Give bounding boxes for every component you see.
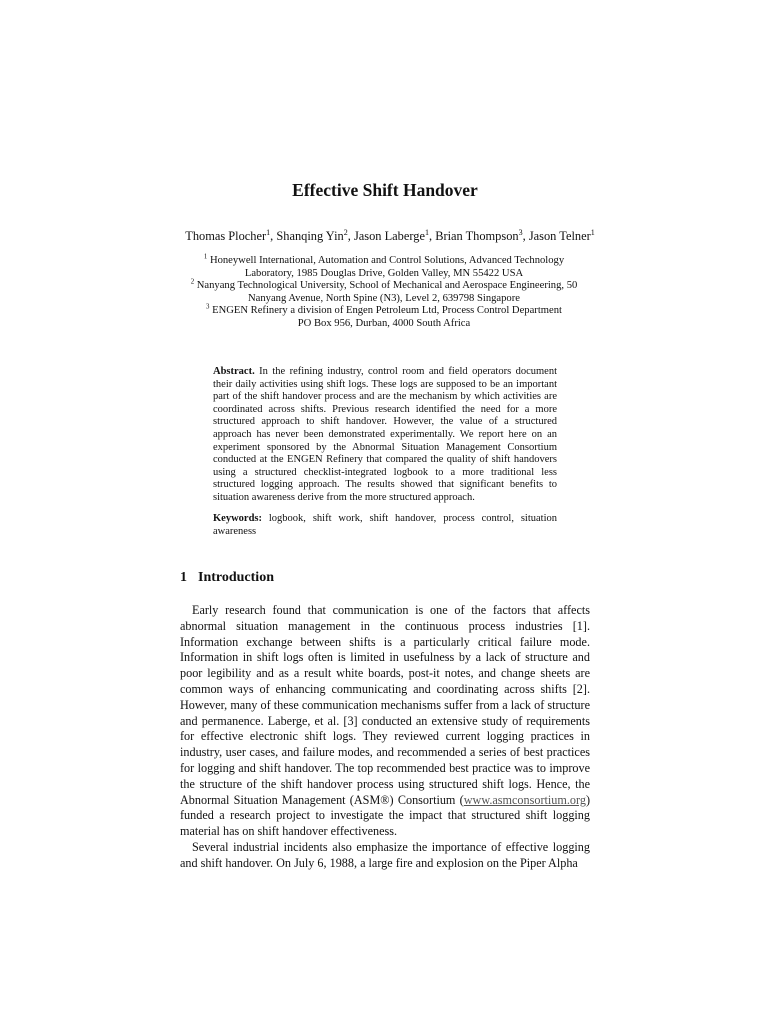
affiliation-mark: 1 [203,253,208,261]
body-text [180,603,590,872]
paragraph-text: ) funded a research project to investigate the impact that structured shift logging material has on shift handover effectiveness. [180,792,590,839]
affiliation-mark: 2 [190,278,195,286]
affiliations [170,255,598,331]
keywords-text: logbook, shift work, shift handover, process control, situation awareness [213,513,557,537]
author-list: Thomas Plocher$^1$, Shanqing Yin$^2$, Jason Laberge$^1$, Brian Thompson$^3$, Jason Telner$^1$ [185,227,595,243]
author-name: Shanqing Yin [276,229,344,243]
affiliation-mark: 3 [206,303,210,311]
affiliation-line: Honeywell International, Automation and Control Solutions, Advanced Technology [209,255,565,266]
keywords-label: Keywords: [213,513,262,524]
affiliation [170,305,598,318]
abstract-text: In the refining industry, control room and field operators document their daily activities using shift logs. These logs are supposed to be an important part of the shift handover process and are the mechanism by which activities are coordinated across shifts. Previous research identified the need for a more structured approach to shift handover. However, the value of a structured approach has never been demonstrated experimentally. We report here on an experiment sponsored by the Abnormal Situation Management Consortium conducted at the ENGEN Refinery that compared the quality of shift handovers using a structured checklist-integrated logbook to a more traditional less structured logging approach. The results showed that significant benefits to situation awareness derive from the more structured approach. [213,366,558,503]
affiliation [170,255,598,268]
affiliation-line: PO Box 956, Durban, 4000 South Africa [297,317,471,329]
consortium-link[interactable]: www.asmconsortium.org [463,792,586,807]
author-name: Jason Telner [528,229,591,243]
affiliation-line: Nanyang Avenue, North Spine (N3), Level 2, 639798 Singapore [248,292,520,304]
paragraph-text: Early research found that communication is one of the factors that affects abnormal situation management in the continuous process industries [1]. Information exchange between shifts is a particularly critical failure mode. Information in shift logs often is limited in usefulness by a lack of structure and poor legibility and as a result white boards, post-it notes, and change sheets are common ways of enhancing communicating and coordinating across shifts [2]. However, many of these communication mechanisms suffer from a lack of structure and permanence. Laberge, et al. [3] conducted an extensive study of requirements for effective electronic shift logs. They reviewed current logging practices in industry, user cases, and failure modes, and recommended a series of best practices for logging and shift handover. The top recommended best practice was to improve the structure of the shift handover process using structured shift logs. Hence, the Abnormal Situation Management (ASM®) Consortium ( [180,603,590,807]
author-affiliation-mark: 3 [518,227,523,237]
author-affiliation-mark: 1 [424,227,429,237]
affiliation-line: ENGEN Refinery a division of Engen Petroleum Ltd, Process Control Department [212,305,562,317]
section-title: Introduction [198,570,274,585]
paragraph [180,603,590,840]
section-number: 1 [180,570,187,585]
keywords [213,513,557,538]
author-name: Jason Laberge [353,229,425,243]
abstract [213,366,557,505]
author-affiliation-mark: 1 [590,227,595,237]
author-name: Brian Thompson [435,229,519,243]
author-name: Thomas Plocher [185,229,267,243]
paragraph: Several industrial incidents also emphasize the importance of effective logging and shift handover. On July 6, 1988, a large fire and explosion on the Piper Alpha [180,839,590,870]
paper-title: Effective Shift Handover [292,180,478,200]
affiliation-line: Laboratory, 1985 Douglas Drive, Golden Valley, MN 55422 USA [244,267,524,279]
author-affiliation-mark: 2 [343,227,348,237]
affiliation-line: Nanyang Technological University, School of Mechanical and Aerospace Engineering, 50 [196,280,578,292]
affiliation [130,280,638,293]
abstract-label: Abstract. [213,366,255,377]
author-affiliation-mark: 1 [266,227,271,237]
section-heading [180,570,274,586]
